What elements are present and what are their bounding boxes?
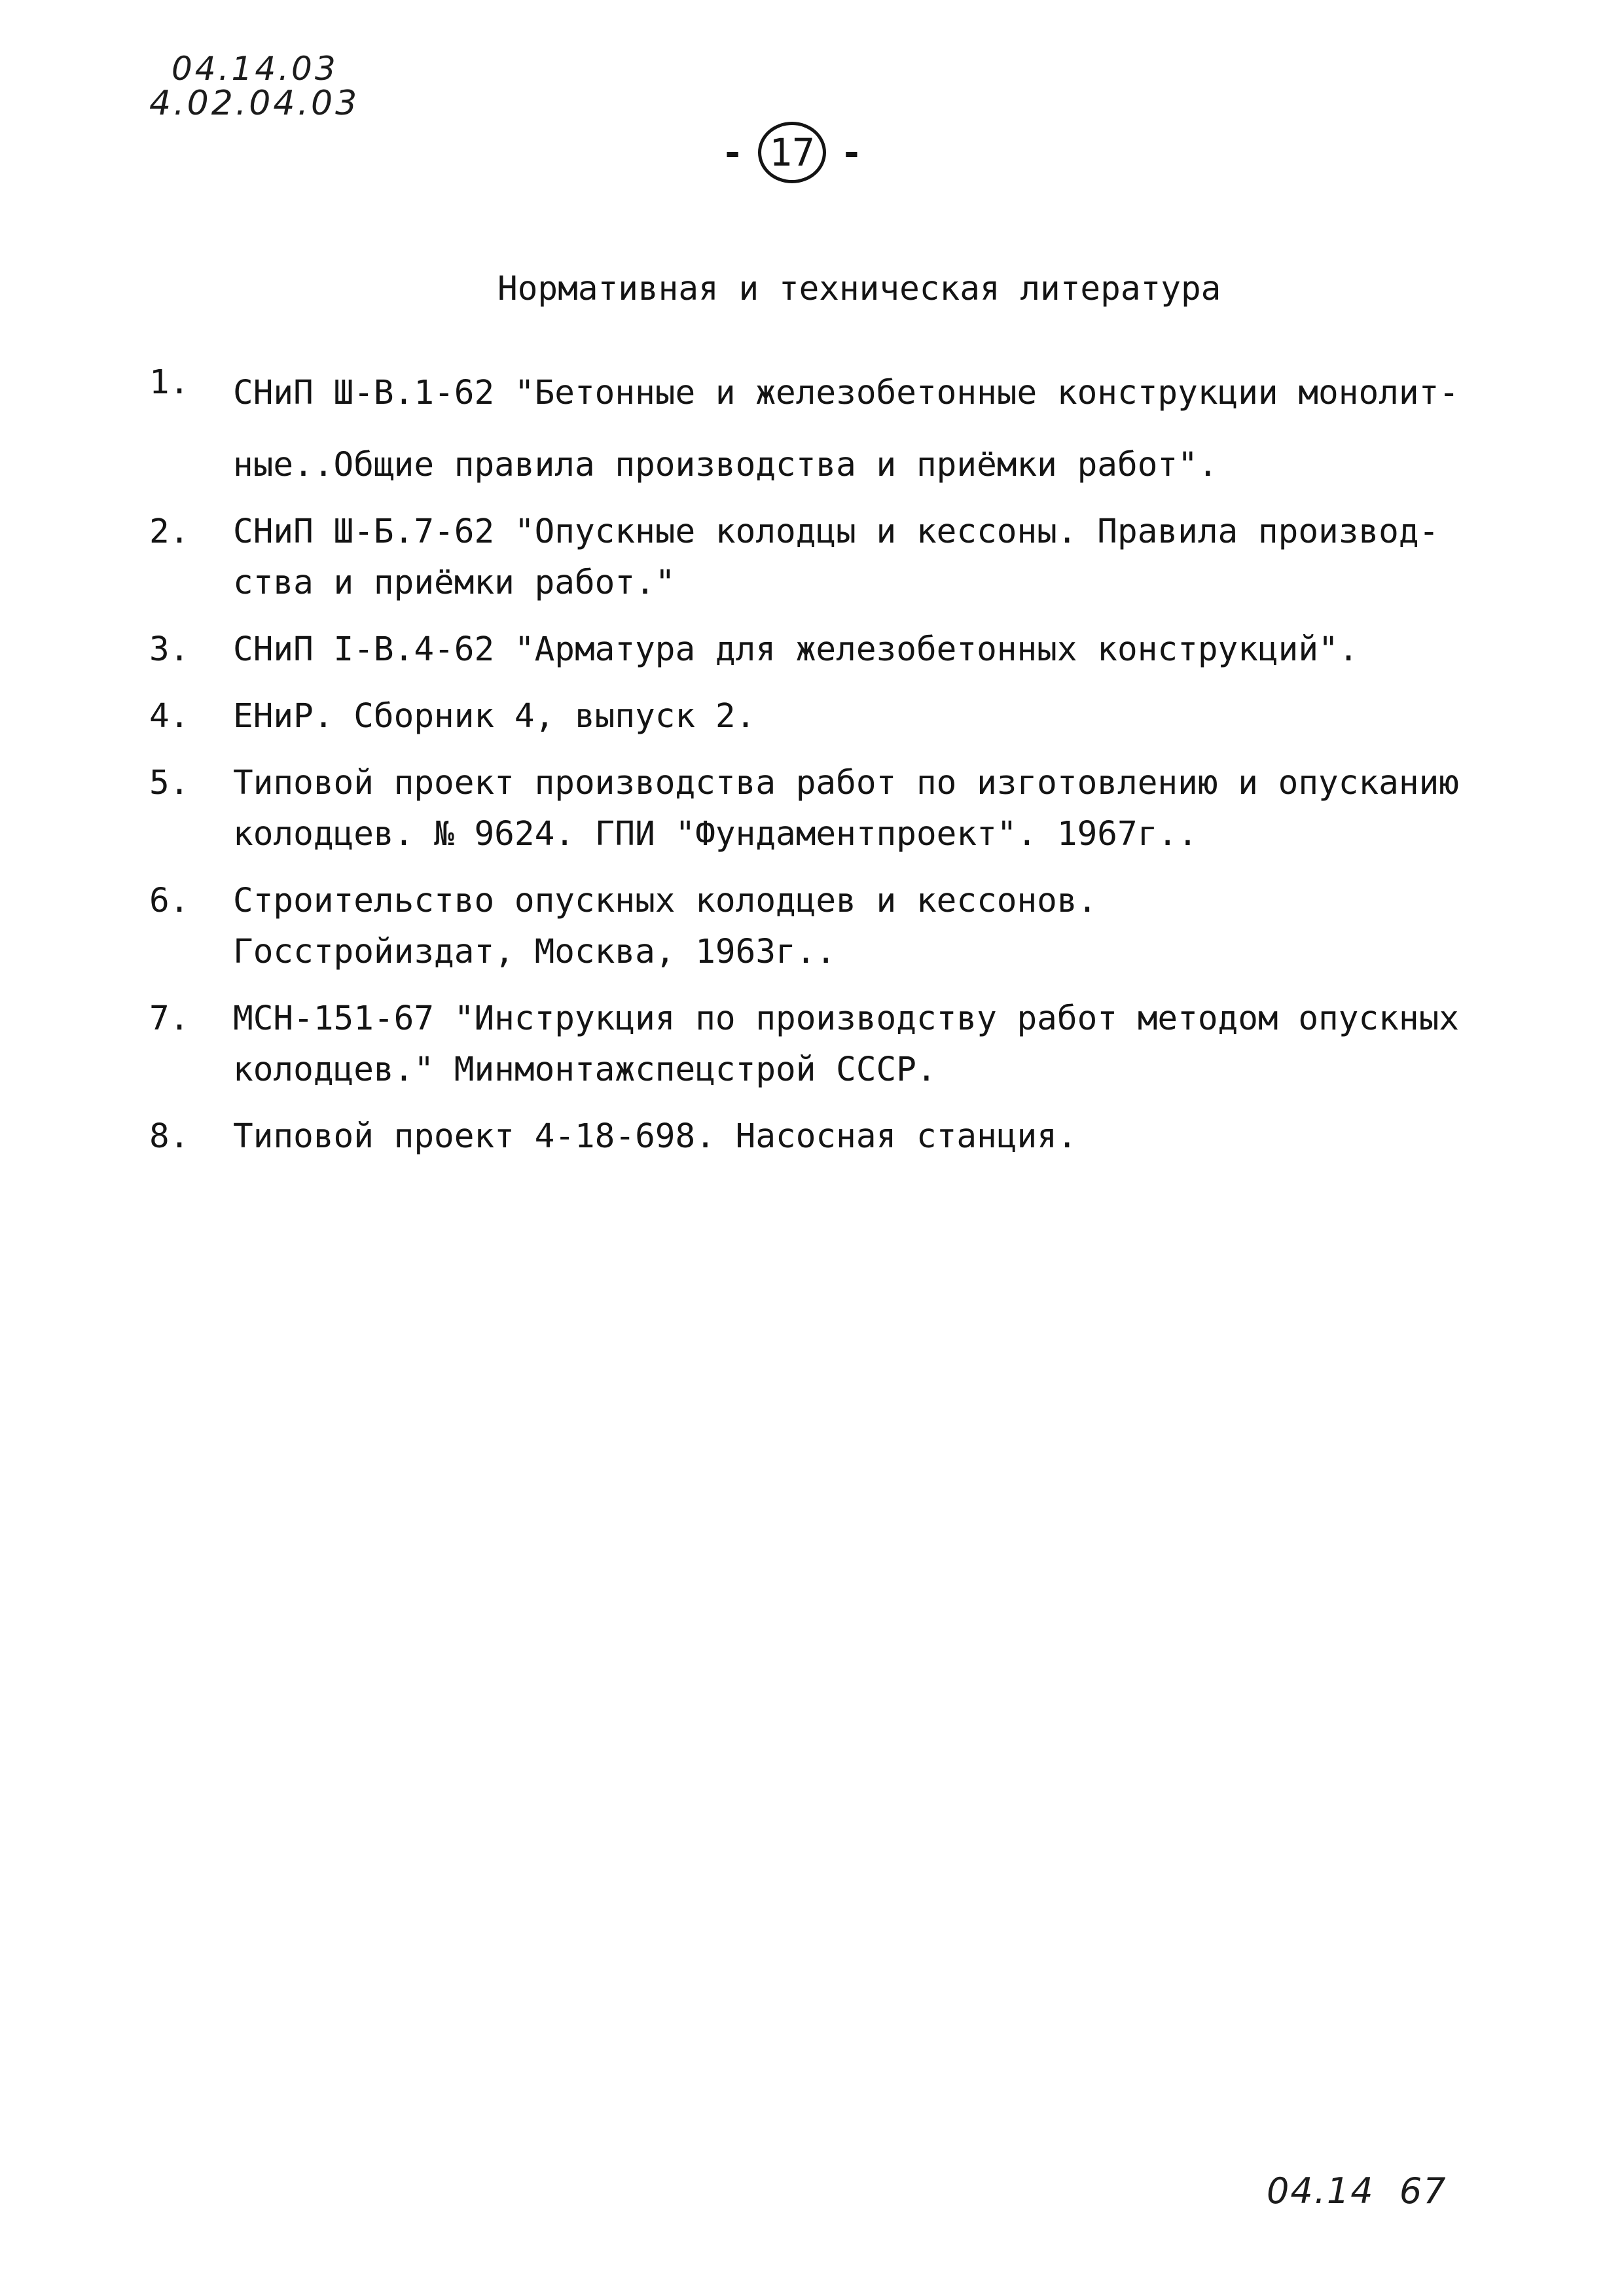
reference-item-7: [149, 994, 1498, 1096]
reference-number: 1.: [149, 363, 190, 402]
reference-text: СНиП I-В.4-62 "Арматура для железобетонных конструкций".: [233, 630, 1359, 669]
reference-item-5: [149, 758, 1498, 860]
reference-text: Типовой проект 4-18-698. Насосная станция.: [233, 1117, 1077, 1156]
page-number-header: [707, 117, 877, 188]
handwritten-footer-note: 04.14 67: [1267, 2170, 1447, 2212]
reference-item-4: [149, 691, 1498, 742]
reference-number: 5.: [149, 764, 190, 802]
reference-number: 2.: [149, 512, 190, 551]
page-number-dash-left: -: [721, 131, 744, 174]
page-number-dash-right: -: [840, 131, 863, 174]
reference-number: 4.: [149, 697, 190, 736]
reference-text: СНиП Ш-Б.7-62 "Опускные колодцы и кессоны. Правила производ-ства и приёмки работ.": [233, 512, 1439, 602]
reference-item-1: [149, 357, 1498, 501]
reference-item-3: [149, 624, 1498, 675]
reference-list: [149, 363, 1498, 1178]
handwritten-document-code-bottom: 4.02.04.03: [149, 84, 360, 123]
reference-item-6: [149, 876, 1498, 978]
reference-text: Типовой проект производства работ по изготовлению и опусканию колодцев. № 9624. ГПИ "Фундаментпроект". 1967г..: [233, 764, 1479, 853]
page-number-circled: 17: [758, 122, 826, 183]
handwritten-document-code-top: 04.14.03: [171, 50, 338, 88]
document-title: Нормативная и техническая литература: [497, 270, 1221, 308]
reference-number: 3.: [149, 630, 190, 669]
reference-number: 7.: [149, 999, 190, 1038]
reference-number: 6.: [149, 882, 190, 920]
reference-text: МСН-151-67 "Инструкция по производству работ методом опускных колодцев." Минмонтажспецстрой СССР.: [233, 999, 1479, 1089]
reference-text: Строительство опускных колодцев и кессонов. Госстройиздат, Москва, 1963г..: [233, 882, 1098, 971]
reference-item-8: [149, 1111, 1498, 1162]
reference-number: 8.: [149, 1117, 190, 1156]
reference-text: ЕНиР. Сборник 4, выпуск 2.: [233, 697, 756, 736]
reference-item-2: [149, 507, 1498, 609]
reference-text: СНиП Ш-В.1-62 "Бетонные и железобетонные конструкции монолит-ные..Общие правила производства и приёмки работ".: [233, 374, 1459, 484]
